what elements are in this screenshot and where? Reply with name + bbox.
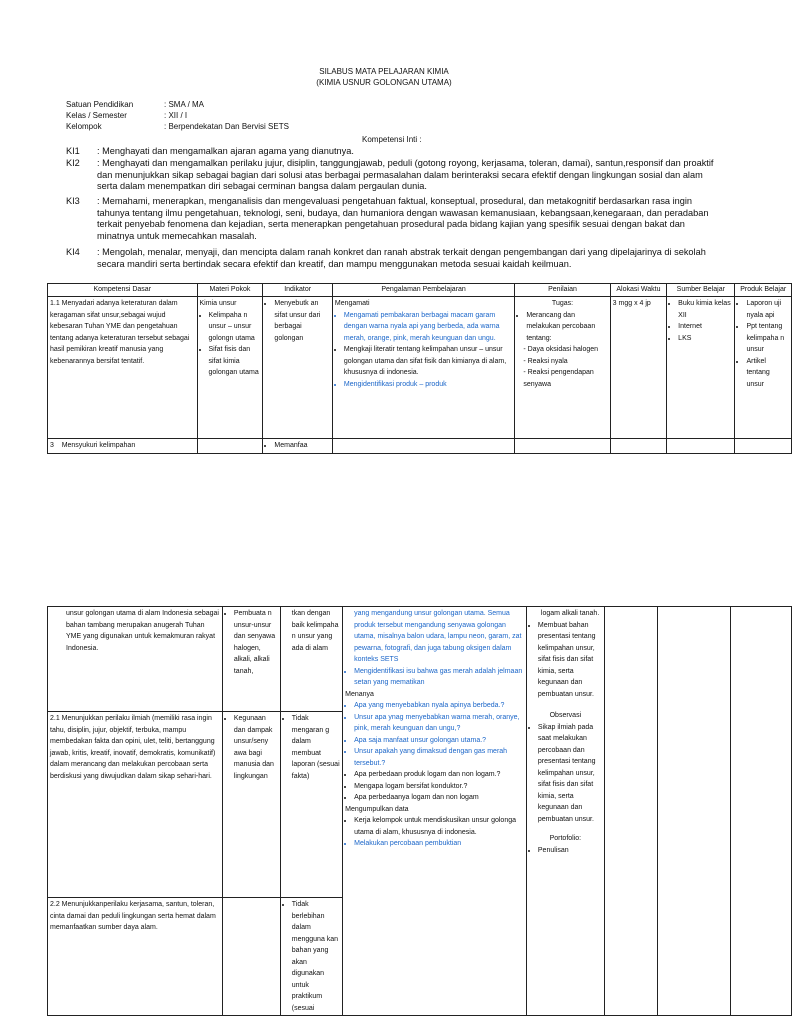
produk-item: • Laporon uji nyala api bbox=[746, 298, 789, 321]
pengalaman-cell bbox=[343, 607, 527, 1016]
document-title: SILABUS MATA PELAJARAN KIMIA bbox=[319, 67, 449, 76]
menanya-item: • Apa perbedaanya logam dan non logam bbox=[354, 792, 524, 804]
mengamati-item: • Mengkaji literatir tentang kelimpahan unsur – unsur golongan utama dan sifat fisik dan kimianya di alam, khususnya di indonesia. bbox=[344, 344, 512, 379]
alokasi-cell: 3 mgg x 4 jp bbox=[610, 297, 667, 439]
ki-text: : Memahami, menerapkan, menganalisis dan mengevaluasi pengetahuan faktual, konseptual, prosedural, dan metakognitif berdasarkan rasa ingin tahunya tentang ilmu pengetahuan, teknologi, seni, budaya, dan humaniora dengan wawasan kemanusiaan, kebangsaan,kenegaraan, dan peradaban terkait penyebab fenomena dan kejadian, serta menerapkan pengetahuan prosedural pada bidang kajian yang spesifik sesuai dengan bakat dan minatnya untuk memecahkan masalah. bbox=[97, 196, 709, 241]
observasi-label: Observasi bbox=[549, 712, 582, 719]
meta-value: : SMA / MA bbox=[164, 100, 205, 109]
empty-cell bbox=[730, 607, 791, 1016]
penilaian-item: • Merancang dan melakukan percobaan tentang: bbox=[526, 310, 607, 345]
materi-title: Kimia unsur bbox=[199, 300, 237, 307]
empty-cell bbox=[604, 607, 657, 1016]
header-pengalaman: Pengalaman Pembelajaran bbox=[332, 284, 514, 297]
pengalaman-continuation: yang mengandung unsur golongan utama. Semua produk tersebut mengandung senyawa golongan utama, misalnya balon udara, lampu neon, garam, zat pewarna, fotografi, dan juga tabung oksigen dalam konteks SETS bbox=[354, 610, 522, 663]
identifikasi-item: • Mengidentifikasi isu bahwa gas merah adalah jelmaan setan yang mematikan bbox=[354, 666, 524, 689]
table-header-row bbox=[48, 284, 792, 297]
sumber-item: • LKS bbox=[678, 333, 732, 345]
ki-text: : Menghayati dan mengamalkan perilaku jujur, disiplin, tanggungjawab, peduli (gotong royong, kerjasama, toleran, damai), santun,responsif dan proaktif dan menunjukkan sikap sebagai bagian dari solusi atas berbagai permasalahan dalam berinteraksi secara efektif dengan lingkungan sosial dan alam serta dalam menempatkan diri sebagai cerminan bangsa dalam pergaulan dunia. bbox=[97, 158, 714, 192]
observasi-item: • Sikap ilmiah pada saat melakukan percobaan dan presentasi tentang kelimpahan unsur, sifat fisis dan sifat kimia, serta kegunaan dan pembuatan unsur. bbox=[538, 722, 602, 826]
mengumpulkan-item: • Kerja kelompok untuk mendiskusikan unsur golonga utama di alam, khususnya di indonesia. bbox=[354, 815, 524, 838]
menanya-item: • Apa yang menyebabkan nyala apinya berbeda.? bbox=[354, 700, 524, 712]
empty-cell bbox=[658, 607, 730, 1016]
empty-cell bbox=[610, 439, 667, 454]
meta-kelompok bbox=[66, 121, 289, 132]
kd-1-1: 1.1 Menyadari adanya keteraturan dalam keragaman sifat unsur,sebagai wujud kebesaran Tuhan YME dan pengetahuan tentang adanya keteraturan tersebut sebagai hasil pemikiran kreatif manusia yang kebenarannya bersifat tentatif. bbox=[48, 297, 198, 439]
ki-4 bbox=[66, 247, 714, 270]
indikator-item: • Memanfaa bbox=[274, 440, 329, 452]
penilaian-sub: - Reaksi pengendapan senyawa bbox=[523, 369, 594, 388]
table-row bbox=[48, 607, 792, 712]
pengalaman-cell bbox=[332, 297, 514, 439]
mengamati-item: • Mengidentifikasi produk – produk bbox=[344, 379, 512, 391]
materi-item: • Sifat fisis dan sifat kimia golongan utama bbox=[209, 344, 261, 379]
mengamati-heading: Mengamati bbox=[334, 300, 370, 307]
empty-cell bbox=[222, 898, 280, 1016]
kd-3-text: Mensyukuri kelimpahan bbox=[61, 442, 136, 449]
penilaian-sub: - Reaksi nyala bbox=[523, 357, 568, 365]
menanya-item: • Apa perbedaan produk logam dan non logam.? bbox=[354, 769, 524, 781]
meta-label: Kelas / Semester bbox=[66, 111, 127, 120]
menanya-item: • Apa saja manfaat unsur golongan utama.? bbox=[354, 735, 524, 747]
indikator-cell bbox=[280, 898, 342, 1016]
ki-label: KI2 bbox=[66, 158, 80, 168]
produk-item: • Ppt tentang kelimpaha n unsur bbox=[746, 321, 789, 356]
table-row bbox=[48, 439, 792, 454]
empty-cell bbox=[197, 439, 263, 454]
portofolio-item: • Penulisan bbox=[538, 845, 602, 857]
menanya-heading: Menanya bbox=[345, 690, 374, 698]
meta-kelas bbox=[66, 110, 187, 121]
silabus-table-1 bbox=[47, 283, 792, 454]
mengumpulkan-heading: Mengumpulkan data bbox=[345, 805, 409, 813]
meta-satuan bbox=[66, 99, 204, 110]
header-indikator: Indikator bbox=[263, 284, 332, 297]
penilaian-cell bbox=[526, 607, 604, 1016]
empty-cell bbox=[332, 439, 514, 454]
indikator-item: • Tidak mengaran g dalam membuat laporan (sesuai fakta) bbox=[292, 713, 340, 782]
produk-cell bbox=[735, 297, 792, 439]
materi-item: • Pembuata n unsur-unsur dan senyawa halogen, alkali, alkali tanah, bbox=[234, 608, 278, 677]
table-row bbox=[48, 297, 792, 439]
menanya-item: • Unsur apakah yang dimaksud dengan gas merah tersebut.? bbox=[354, 746, 524, 769]
membuat-item: • Membuat bahan presentasi tentang kelimpahan unsur, sifat fisis dan sifat kimia, serta kegunaan dan pembuatan unsur. bbox=[538, 620, 602, 701]
meta-value: : XII / I bbox=[164, 111, 188, 120]
menanya-item: • Mengapa logam bersifat konduktor.? bbox=[354, 781, 524, 793]
kd-3 bbox=[48, 439, 198, 454]
indikator-cell bbox=[280, 712, 342, 898]
empty-cell bbox=[667, 439, 735, 454]
header-produk: Produk Belajar bbox=[735, 284, 792, 297]
header-penilaian: Penilaian bbox=[515, 284, 610, 297]
ki-label: KI1 bbox=[66, 146, 80, 156]
produk-item: • Artikel tentang unsur bbox=[746, 356, 789, 391]
header-kompetensi-dasar: Kompetensi Dasar bbox=[48, 284, 198, 297]
penilaian-sub: - Daya oksidasi halogen bbox=[523, 346, 599, 353]
kd-2-1: 2.1 Menunjukkan perilaku ilmiah (memiliki rasa ingin tahu, disiplin, jujur, objektif, terbuka, mampu membedakan fakta dan opini, ulet, teliti, bertanggung jawab, kritis, kreatif, inovatif, demokratis, komunikatif) dalam merancang dan melakukan percobaan serta berdiskusi yang diwujudkan dalam sikap sehari-hari. bbox=[48, 712, 223, 898]
materi-cell bbox=[222, 712, 280, 898]
mengamati-item: • Mengamati pembakaran berbagai macam garam dengan warna nyala api yang berbeda, ada warna merah, orange, pink, merah keunguan dan ungu. bbox=[344, 310, 512, 345]
indikator-continuation: tkan dengan baik kelimpaha n unsur yang ada di alam bbox=[280, 607, 342, 712]
silabus-table-2 bbox=[47, 606, 792, 1016]
header-sumber: Sumber Belajar bbox=[667, 284, 735, 297]
menanya-item: • Unsur apa ynag menyebabkan warna merah, oranye, pink, merah keunguan dan ungu,? bbox=[354, 712, 524, 735]
penilaian-continuation: logam alkali tanah. bbox=[540, 610, 600, 617]
ki-2 bbox=[66, 158, 714, 193]
ki-text: : Menghayati dan mengamalkan ajaran agama yang dianutnya. bbox=[97, 146, 354, 156]
tugas-label: Tugas: bbox=[551, 300, 574, 307]
materi-item: • Kelimpaha n unsur – unsur golongn utama bbox=[209, 310, 261, 345]
kd-3-number: 3 bbox=[50, 442, 54, 449]
materi-item: • Kegunaan dan dampak unsur/seny awa bagi manusia dan lingkungan bbox=[234, 713, 278, 782]
header-alokasi: Alokasi Waktu bbox=[610, 284, 667, 297]
ki-1 bbox=[66, 146, 714, 158]
ki-text: : Mengolah, menalar, menyaji, dan mencipta dalam ranah konkret dan ranah abstrak terkait dengan pengembangan dari yang dipelajarinya di sekolah secara mandiri serta bertindak secara efektif dan kreatif, dan mampu menggunakan metoda sesuai kaidah keilmuan. bbox=[97, 247, 706, 269]
materi-cell bbox=[222, 607, 280, 712]
kd-continuation: unsur golongan utama di alam Indonesia sebagai bahan tambang merupakan anugerah Tuhan YME yang digunakan untuk kemakmuran rakyat Indonesia. bbox=[48, 607, 223, 712]
header-materi-pokok: Materi Pokok bbox=[197, 284, 263, 297]
materi-cell bbox=[197, 297, 263, 439]
kompetensi-inti-heading: Kompetensi Inti : bbox=[362, 135, 422, 144]
meta-value: : Berpendekatan Dan Bervisi SETS bbox=[164, 122, 289, 131]
mengumpulkan-item: • Melakukan percobaan pembuktian bbox=[354, 838, 524, 850]
sumber-item: • Internet bbox=[678, 321, 732, 333]
penilaian-cell bbox=[515, 297, 610, 439]
indikator-item: • Tidak berlebihan dalam mengguna kan bahan yang akan digunakan untuk praktikum (sesuai bbox=[292, 899, 340, 1014]
ki-3 bbox=[66, 196, 714, 242]
empty-cell bbox=[735, 439, 792, 454]
document-subtitle: (KIMIA USNUR GOLONGAN UTAMA) bbox=[316, 78, 452, 87]
portofolio-label: Portofolio: bbox=[549, 835, 582, 842]
indikator-cell bbox=[263, 439, 332, 454]
ki-label: KI4 bbox=[66, 247, 80, 257]
ki-label: KI3 bbox=[66, 196, 80, 206]
empty-cell bbox=[515, 439, 610, 454]
meta-label: Satuan Pendidikan bbox=[66, 100, 134, 109]
indikator-cell bbox=[263, 297, 332, 439]
indikator-item: • Menyebutk an sifat unsur dari berbagai golongan bbox=[274, 298, 329, 344]
kd-2-2: 2.2 Menunjukkanperilaku kerjasama, santun, toleran, cinta damai dan peduli lingkungan serta hemat dalam memanfaatkan sumber daya alam. bbox=[48, 898, 223, 1016]
sumber-item: • Buku kimia kelas XII bbox=[678, 298, 732, 321]
sumber-cell bbox=[667, 297, 735, 439]
meta-label: Kelompok bbox=[66, 122, 102, 131]
